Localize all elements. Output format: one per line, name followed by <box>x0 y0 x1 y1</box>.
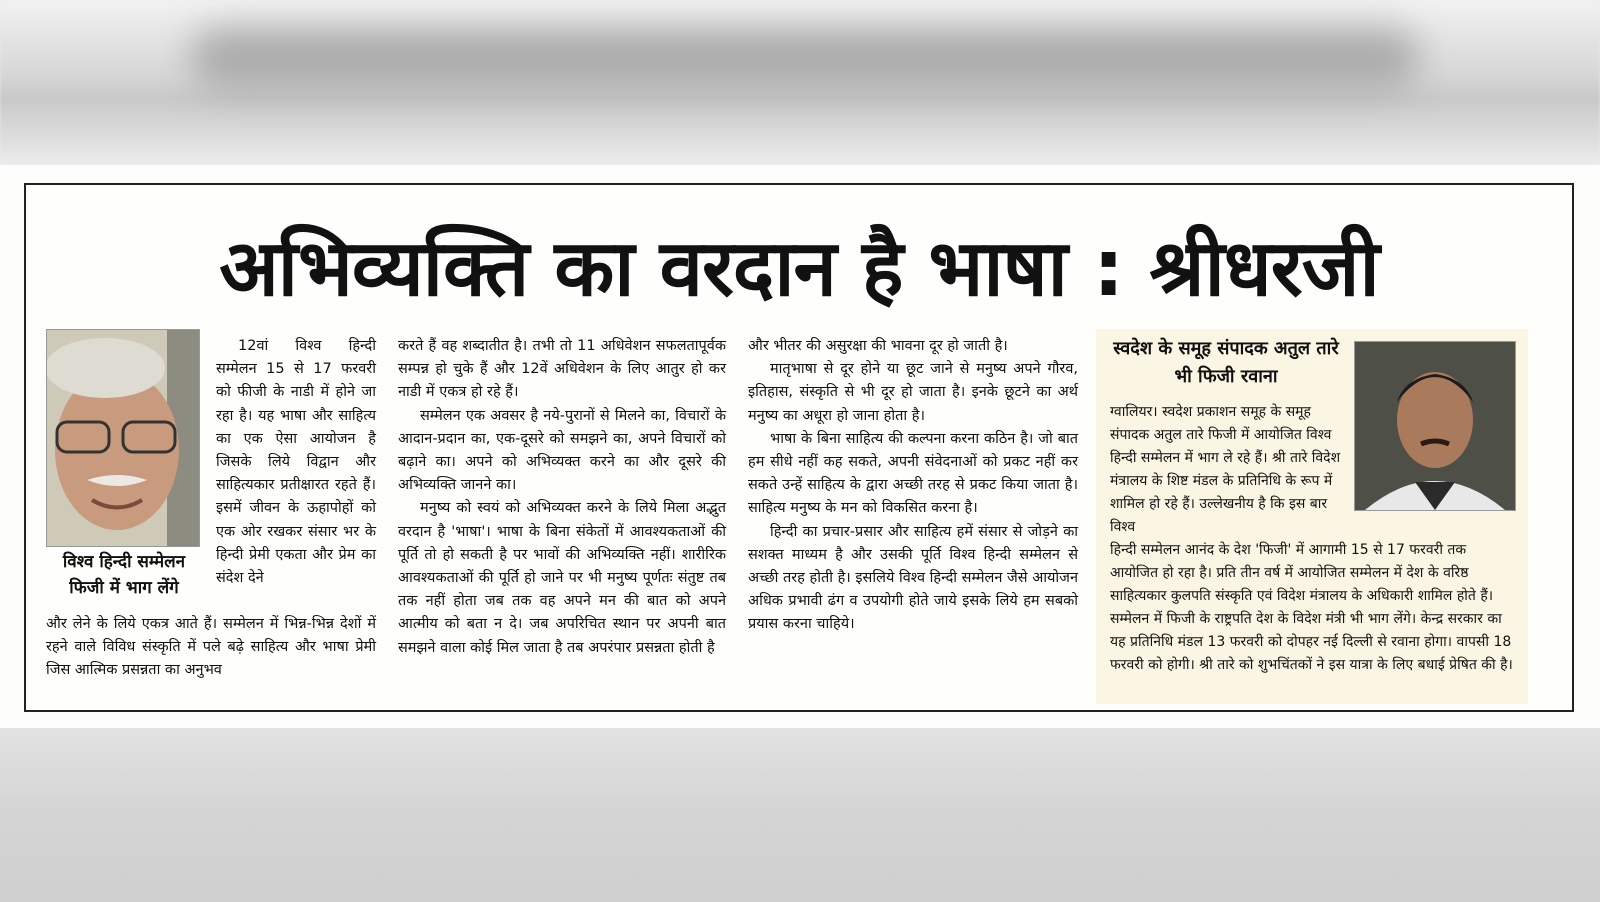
paragraph: मातृभाषा से दूर होने या छूट जाने से मनुष्य अपने गौरव, इतिहास, संस्कृति से भी दूर हो जाता है। इनके छूटने का अर्थ मनुष्य का अधूरा हो जाना होता है। <box>748 361 1078 424</box>
paragraph: हिन्दी का प्रचार-प्रसार और साहित्य हमें संसार से जोड़ने का सशक्त माध्यम है और उसकी पूर्ति विश्व हिन्दी सम्मेलन से अच्छी तरह होती है। इसलिये विश्व हिन्दी सम्मेलन जैसे आयोजन अधिक प्रभावी ढंग व उपयोगी होते जाये इसके लिये हम सबको प्रयास करना चाहिये। <box>748 523 1078 633</box>
article-frame <box>24 183 1574 712</box>
paragraph: और लेने के लिये एकत्र आते हैं। सम्मेलन में भिन्न-भिन्न देशों में रहने वाले विविध संस्कृति में पले बढ़े साहित्य और भाषा प्रेमी जिस आत्मिक प्रसन्नता का अनुभव <box>46 616 376 679</box>
newspaper-clipping <box>0 165 1600 728</box>
paragraph: भाषा के बिना साहित्य की कल्पना करना कठिन है। जो बात हम सीधे नहीं कह सकते, अपनी संवेदनाओं को प्रकट नहीं कर सकते उन्हें साहित्य के द्वारा अच्छी तरह से प्रकट किया जाता है। साहित्य मनुष्य के मन को विकसित करना है। <box>748 430 1078 517</box>
column-1-top <box>216 335 376 590</box>
paragraph: करते हैं वह शब्दातीत है। तभी तो 11 अधिवेशन सफलतापूर्वक सम्पन्न हो चुके हैं और 12वें अधिवेशन के लिए आतुर हो कर नाडी में एकत्र हो रहे हैं। <box>398 338 726 401</box>
paragraph: और भीतर की असुरक्षा की भावना दूर हो जाती है। <box>748 338 1008 354</box>
blurred-background-top <box>0 0 1600 165</box>
paragraph: सम्मेलन एक अवसर है नये-पुरानों से मिलने का, विचारों के आदान-प्रदान का, एक-दूसरे को समझने का, अपने विचारों को बढ़ाने का। अपने को अभिव्यक्त करने का और दूसरे की अभिव्यक्ति जानने का। <box>398 407 726 494</box>
sidebar-text-bottom: हिन्दी सम्मेलन आनंद के देश 'फिजी' में आगामी 15 से 17 फरवरी तक आयोजित हो रहा है। प्रति तीन वर्ष में आयोजित सम्मेलन में देश के वरिष्ठ साहित्यकार कुलपति संस्कृति एवं विदेश मंत्रालय के अधिकारी शामिल होते हैं। सम्मेलन में फिजी के राष्ट्रपति देश के विदेश मंत्री भी भाग लेंगे। केन्द्र सरकार का यह प्रतिनिधि मंडल 13 फरवरी को दोपहर नई दिल्ली से रवाना होगा। वापसी 18 फरवरी को होगी। श्री तारे को शुभचिंतकों ने इस यात्रा के लिए बधाई प्रेषित की है। <box>1110 542 1513 673</box>
sidebar-title: स्वदेश के समूह संपादक अतुल तारे भी फिजी रवाना <box>1113 338 1339 387</box>
column-3 <box>748 335 1078 637</box>
column-1-bottom <box>46 613 376 683</box>
sidebar-text-top: ग्वालियर। स्वदेश प्रकाशन समूह के समूह संपादक अतुल तारे फिजी में आयोजित विश्व हिन्दी सम्मेलन में भाग ले रहे हैं। श्री तारे विदेश मंत्रालय के शिष्ट मंडल के प्रतिनिधि के रूप में शामिल हो रहे हैं। उल्लेखनीय है कि इस बार विश्व <box>1110 404 1341 535</box>
blurred-smudge <box>190 28 1420 88</box>
column-2 <box>398 335 726 660</box>
speaker-photo <box>46 329 200 547</box>
sidebar-news-box <box>1096 329 1528 704</box>
paragraph: मनुष्य को स्वयं को अभिव्यक्त करने के लिये मिला अद्भुत वरदान है 'भाषा'। भाषा के बिना संकेतों में आवश्यकताओं की पूर्ति तो हो सकती है पर भावों की अभिव्यक्ति नहीं। शारीरिक आवश्यकताओं की पूर्ति हो जाने पर भी मनुष्य पूर्णतः संतुष्ट तब तक नहीं होता जब तक वह अपने मन की बात को अपने आत्मीय को बता न दे। जब अपरिचित स्थान पर अपनी बात समझने वाला कोई मिल जाता है तब अपरंपार प्रसन्नता होती है <box>398 500 726 656</box>
photo-caption: विश्व हिन्दी सम्मेलन फिजी में भाग लेंगे <box>62 552 186 598</box>
blurred-background-bottom <box>0 728 1600 902</box>
paragraph: 12वां विश्व हिन्दी सम्मेलन 15 से 17 फरवरी को फीजी के नाडी में होने जा रहा है। यह भाषा और साहित्य का एक ऐसा आयोजन है जिसके लिये विद्वान और साहित्यकार प्रतीक्षारत रहते हैं। इसमें जीवन के ऊहापोहों को एक ओर रखकर संसार भर के हिन्दी प्रेमी एकता और प्रेम का संदेश देने <box>216 338 376 587</box>
editor-photo <box>1354 341 1516 511</box>
headline: अभिव्यक्ति का वरदान है भाषा : श्रीधरजी <box>219 224 1379 314</box>
